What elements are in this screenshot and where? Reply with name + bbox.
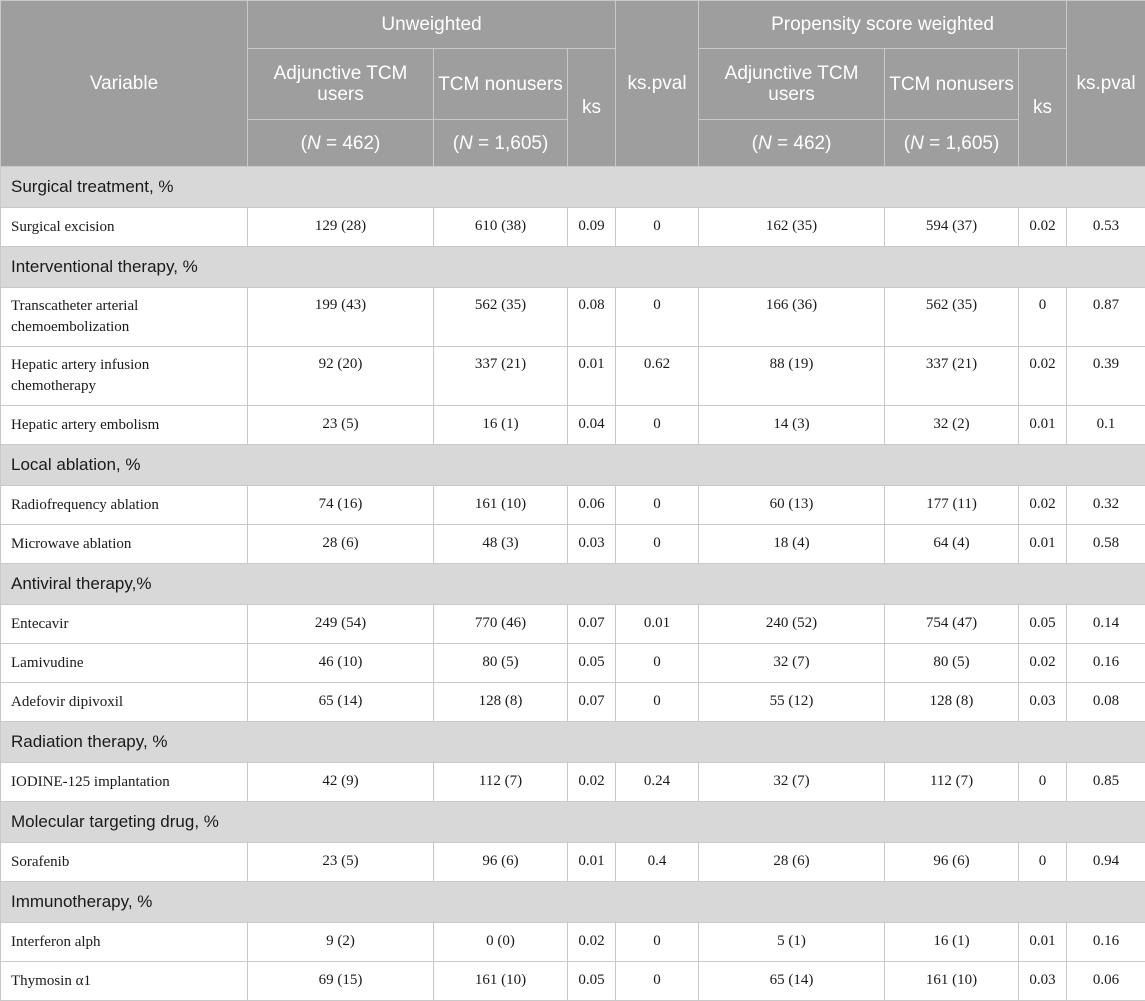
cell-weighted-nonusers: 112 (7) [885,763,1019,802]
header-nonusers: TCM nonusers [434,49,568,120]
cell-weighted-pval: 0.1 [1067,406,1145,445]
header-n-users: (N = 462) [699,120,885,167]
cell-weighted-pval: 0.58 [1067,525,1145,564]
cell-unweighted-users: 199 (43) [248,288,434,347]
section-header: Surgical treatment, % [1,167,1145,208]
cell-weighted-users: 5 (1) [699,923,885,962]
cell-variable: Surgical excision [1,208,248,247]
cell-unweighted-pval: 0 [616,644,699,683]
cell-unweighted-nonusers: 48 (3) [434,525,568,564]
cell-weighted-users: 32 (7) [699,763,885,802]
cell-weighted-ks: 0.02 [1019,486,1067,525]
table-row [1,644,1145,683]
cell-weighted-pval: 0.14 [1067,605,1145,644]
cell-unweighted-nonusers: 610 (38) [434,208,568,247]
cell-weighted-ks: 0 [1019,843,1067,882]
cell-weighted-nonusers: 562 (35) [885,288,1019,347]
header-n-nonusers: (N = 1,605) [885,120,1019,167]
cell-unweighted-ks: 0.02 [568,763,616,802]
header-users: Adjunctive TCM users [248,49,434,120]
cell-weighted-nonusers: 80 (5) [885,644,1019,683]
cell-unweighted-nonusers: 96 (6) [434,843,568,882]
cell-variable: Adefovir dipivoxil [1,683,248,722]
cell-weighted-pval: 0.16 [1067,644,1145,683]
cell-weighted-ks: 0.02 [1019,644,1067,683]
cell-weighted-pval: 0.32 [1067,486,1145,525]
cell-unweighted-nonusers: 562 (35) [434,288,568,347]
cell-weighted-users: 55 (12) [699,683,885,722]
table-row [1,288,1145,347]
cell-weighted-nonusers: 64 (4) [885,525,1019,564]
cell-unweighted-ks: 0.04 [568,406,616,445]
cell-variable: Sorafenib [1,843,248,882]
cell-weighted-users: 28 (6) [699,843,885,882]
cell-unweighted-ks: 0.08 [568,288,616,347]
cell-unweighted-users: 249 (54) [248,605,434,644]
cell-weighted-users: 162 (35) [699,208,885,247]
cell-variable: Microwave ablation [1,525,248,564]
cell-unweighted-pval: 0.4 [616,843,699,882]
cell-unweighted-users: 46 (10) [248,644,434,683]
cell-weighted-ks: 0 [1019,288,1067,347]
section-header: Local ablation, % [1,445,1145,486]
cell-unweighted-users: 23 (5) [248,843,434,882]
header-unweighted: Unweighted [248,1,616,49]
cell-weighted-nonusers: 16 (1) [885,923,1019,962]
header-variable: Variable [1,1,248,167]
cell-unweighted-users: 42 (9) [248,763,434,802]
cell-unweighted-users: 92 (20) [248,347,434,406]
section-header: Molecular targeting drug, % [1,802,1145,843]
cell-unweighted-nonusers: 80 (5) [434,644,568,683]
cell-weighted-nonusers: 96 (6) [885,843,1019,882]
cell-unweighted-pval: 0 [616,486,699,525]
cell-weighted-users: 88 (19) [699,347,885,406]
cell-unweighted-nonusers: 770 (46) [434,605,568,644]
section-header: Interventional therapy, % [1,247,1145,288]
cell-unweighted-nonusers: 0 (0) [434,923,568,962]
header-ks: ks [1019,49,1067,167]
cell-unweighted-nonusers: 161 (10) [434,962,568,1001]
cell-unweighted-ks: 0.06 [568,486,616,525]
cell-weighted-pval: 0.08 [1067,683,1145,722]
cell-unweighted-ks: 0.09 [568,208,616,247]
cell-weighted-pval: 0.06 [1067,962,1145,1001]
cell-unweighted-nonusers: 112 (7) [434,763,568,802]
table-row [1,208,1145,247]
cell-unweighted-nonusers: 16 (1) [434,406,568,445]
cell-weighted-nonusers: 754 (47) [885,605,1019,644]
cell-weighted-pval: 0.16 [1067,923,1145,962]
cell-weighted-users: 32 (7) [699,644,885,683]
cell-unweighted-users: 23 (5) [248,406,434,445]
cell-weighted-nonusers: 32 (2) [885,406,1019,445]
cell-unweighted-users: 65 (14) [248,683,434,722]
table-row [1,605,1145,644]
cell-weighted-ks: 0.01 [1019,525,1067,564]
cell-weighted-pval: 0.94 [1067,843,1145,882]
table-row [1,683,1145,722]
cell-weighted-users: 60 (13) [699,486,885,525]
table-header [1,1,1145,167]
table-row [1,406,1145,445]
table-row [1,347,1145,406]
cell-variable: Hepatic artery embolism [1,406,248,445]
cell-unweighted-ks: 0.01 [568,843,616,882]
header-ks-pval: ks.pval [616,1,699,167]
section-header: Radiation therapy, % [1,722,1145,763]
header-ks-pval: ks.pval [1067,1,1145,167]
cell-weighted-users: 65 (14) [699,962,885,1001]
section-header: Immunotherapy, % [1,882,1145,923]
cell-weighted-ks: 0.02 [1019,208,1067,247]
cell-unweighted-ks: 0.05 [568,962,616,1001]
cell-weighted-users: 14 (3) [699,406,885,445]
cell-unweighted-users: 69 (15) [248,962,434,1001]
cell-weighted-nonusers: 128 (8) [885,683,1019,722]
cell-weighted-pval: 0.85 [1067,763,1145,802]
cell-weighted-users: 166 (36) [699,288,885,347]
cell-unweighted-pval: 0 [616,208,699,247]
table-row [1,525,1145,564]
cell-unweighted-ks: 0.05 [568,644,616,683]
cell-variable: Thymosin α1 [1,962,248,1001]
cell-weighted-ks: 0.01 [1019,923,1067,962]
cell-weighted-ks: 0 [1019,763,1067,802]
cell-weighted-pval: 0.87 [1067,288,1145,347]
table-row [1,843,1145,882]
cell-variable: IODINE-125 implantation [1,763,248,802]
cell-unweighted-pval: 0 [616,683,699,722]
cell-weighted-ks: 0.02 [1019,347,1067,406]
table-row [1,962,1145,1001]
cell-unweighted-pval: 0.62 [616,347,699,406]
header-weighted: Propensity score weighted [699,1,1067,49]
cell-unweighted-pval: 0.24 [616,763,699,802]
cell-unweighted-nonusers: 337 (21) [434,347,568,406]
cell-variable: Interferon alph [1,923,248,962]
cell-unweighted-ks: 0.02 [568,923,616,962]
cell-weighted-nonusers: 337 (21) [885,347,1019,406]
cell-unweighted-pval: 0 [616,962,699,1001]
cell-unweighted-pval: 0.01 [616,605,699,644]
table-row [1,923,1145,962]
cell-weighted-pval: 0.39 [1067,347,1145,406]
cell-unweighted-pval: 0 [616,923,699,962]
cell-unweighted-users: 9 (2) [248,923,434,962]
cell-weighted-nonusers: 594 (37) [885,208,1019,247]
section-header: Antiviral therapy,% [1,564,1145,605]
header-users: Adjunctive TCM users [699,49,885,120]
cell-weighted-users: 240 (52) [699,605,885,644]
cell-unweighted-users: 129 (28) [248,208,434,247]
cell-variable: Transcatheter arterial chemoembolization [1,288,248,347]
cell-unweighted-ks: 0.01 [568,347,616,406]
header-n-nonusers: (N = 1,605) [434,120,568,167]
cell-unweighted-users: 74 (16) [248,486,434,525]
cell-weighted-nonusers: 177 (11) [885,486,1019,525]
cell-variable: Radiofrequency ablation [1,486,248,525]
header-nonusers: TCM nonusers [885,49,1019,120]
cell-variable: Lamivudine [1,644,248,683]
cell-weighted-ks: 0.03 [1019,962,1067,1001]
header-ks: ks [568,49,616,167]
cell-variable: Entecavir [1,605,248,644]
table-body [1,167,1145,1001]
cell-unweighted-nonusers: 128 (8) [434,683,568,722]
cell-weighted-ks: 0.03 [1019,683,1067,722]
cell-unweighted-users: 28 (6) [248,525,434,564]
cell-unweighted-ks: 0.03 [568,525,616,564]
cell-weighted-ks: 0.05 [1019,605,1067,644]
cell-weighted-ks: 0.01 [1019,406,1067,445]
cell-unweighted-ks: 0.07 [568,683,616,722]
cell-unweighted-pval: 0 [616,525,699,564]
cell-weighted-nonusers: 161 (10) [885,962,1019,1001]
cell-unweighted-pval: 0 [616,288,699,347]
cell-variable: Hepatic artery infusion chemotherapy [1,347,248,406]
cell-unweighted-pval: 0 [616,406,699,445]
cell-weighted-users: 18 (4) [699,525,885,564]
table-row [1,486,1145,525]
header-n-users: (N = 462) [248,120,434,167]
cell-weighted-pval: 0.53 [1067,208,1145,247]
table-row [1,763,1145,802]
cell-unweighted-nonusers: 161 (10) [434,486,568,525]
cell-unweighted-ks: 0.07 [568,605,616,644]
